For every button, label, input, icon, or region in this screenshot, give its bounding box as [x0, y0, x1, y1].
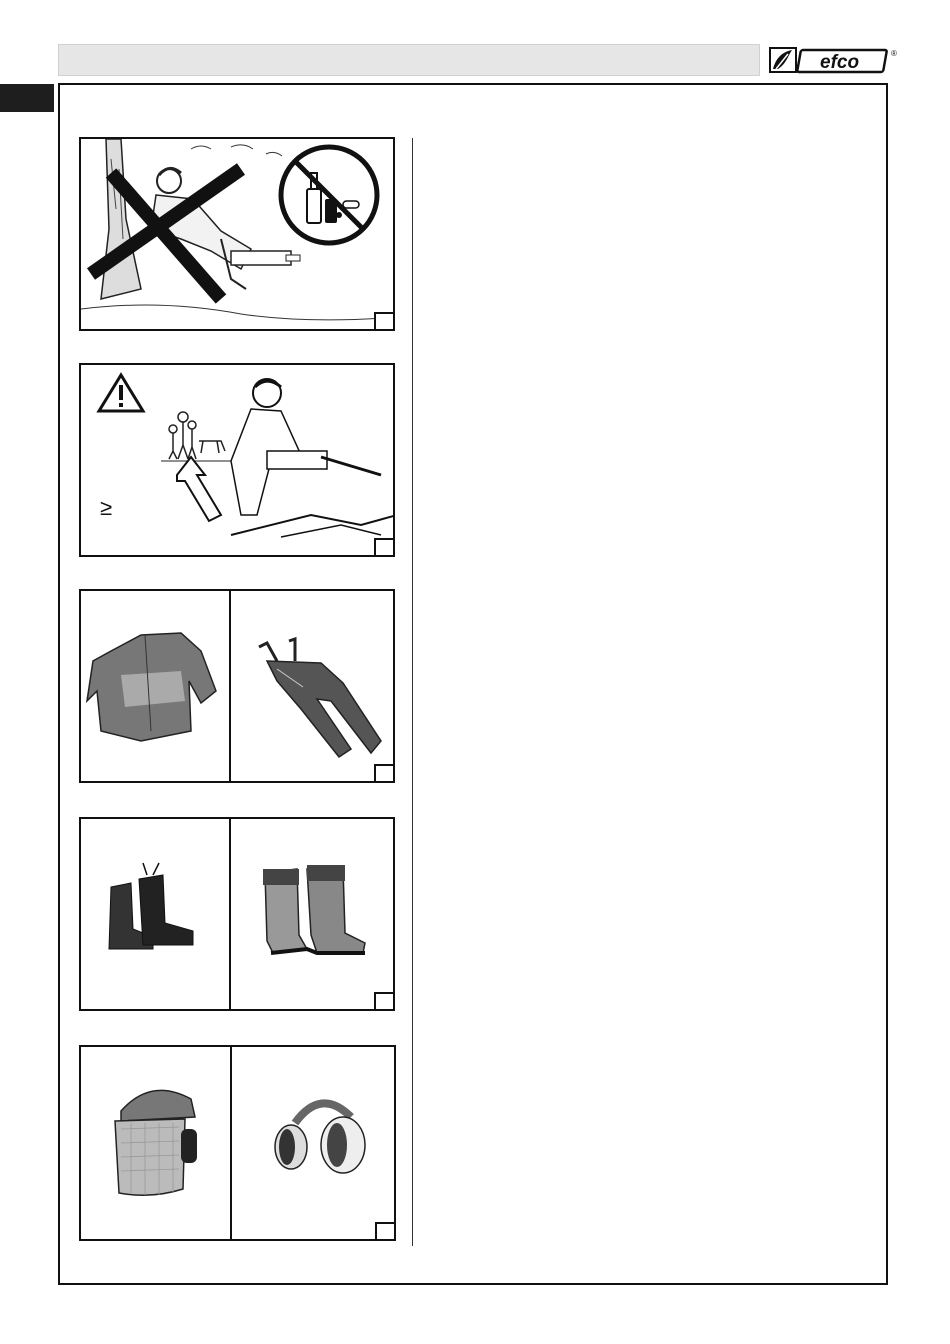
- figure-number-box: [374, 992, 393, 1009]
- column-divider: [412, 138, 413, 1246]
- figure-number-box: [375, 1222, 394, 1239]
- figure-head-protection: [79, 1045, 396, 1241]
- registered-mark: ®: [891, 49, 897, 58]
- warning-triangle-icon: [99, 375, 143, 411]
- panel-split: [229, 819, 231, 1009]
- figure-number-box: [374, 764, 393, 781]
- language-tab: [0, 84, 54, 112]
- panel-split: [229, 591, 231, 781]
- prohibition-icon: [281, 147, 377, 243]
- figure-safety-boots-drawing: [81, 819, 395, 1011]
- helmet-visor-icon: [115, 1090, 197, 1195]
- brand-logo: [768, 44, 898, 76]
- figure-safety-distance: [79, 363, 395, 557]
- efco-leaf-logo-icon: [770, 48, 796, 72]
- ear-muffs-icon: [275, 1103, 365, 1173]
- figure-protective-clothing: [79, 589, 395, 783]
- figure-number-box: [374, 312, 393, 329]
- figure-safety-distance-drawing: [81, 365, 395, 557]
- figure-no-alcohol: [79, 137, 395, 331]
- trousers-icon: [259, 639, 381, 757]
- figure-protective-clothing-drawing: [81, 591, 395, 783]
- boots-icon: [109, 863, 193, 949]
- header-bar: [58, 44, 760, 76]
- jacket-icon: [87, 633, 216, 741]
- figure-head-protection-drawing: [81, 1047, 396, 1241]
- figure-number-box: [374, 538, 393, 555]
- arrow-icon: [177, 457, 221, 521]
- figure-no-alcohol-drawing: [81, 139, 395, 331]
- panel-split: [230, 1047, 232, 1239]
- figure-safety-boots: [79, 817, 395, 1011]
- distance-symbol: ≥: [100, 495, 113, 520]
- rubber-boots-icon: [263, 865, 365, 953]
- brand-name: efco: [820, 52, 860, 73]
